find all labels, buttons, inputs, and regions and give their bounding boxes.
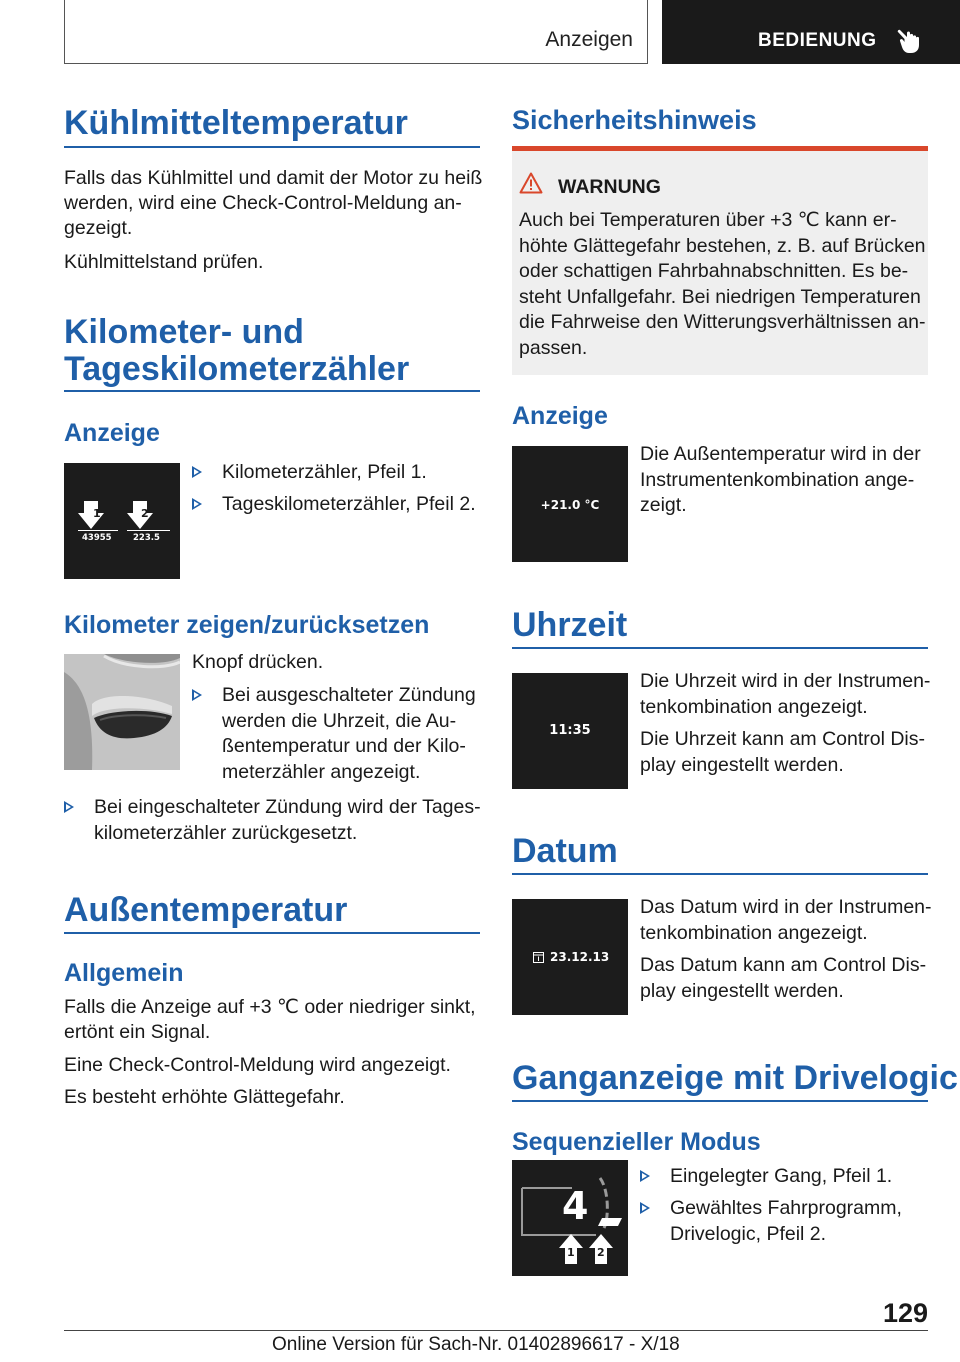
time-line1: Die Uhrzeit wird in der Instrumen- — [640, 670, 931, 692]
time-line3: Die Uhrzeit kann am Control Dis- — [640, 728, 926, 750]
date-line3: Das Datum kann am Control Dis- — [640, 954, 927, 976]
warning-line6: passen. — [519, 336, 588, 359]
warning-triangle-icon — [519, 172, 543, 194]
coolant-title: Kühlmitteltemperatur — [64, 104, 408, 142]
warning-line3: oder schattigen Fahrbahnabschnitten. Es be- — [519, 260, 909, 282]
odometer-arrows-icon — [78, 499, 170, 531]
warning-line4: steht Unfallgefahr. Bei niedrigen Temperaturen — [519, 285, 921, 308]
date-line2: tenkombination angezeigt. — [640, 921, 868, 944]
odometer-reset-heading: Kilometer zeigen/zurücksetzen — [64, 611, 430, 639]
safety-title: Sicherheitshinweis — [512, 105, 757, 135]
odometer-total-value: 43955 — [82, 533, 112, 543]
temp-display-line2: Instrumentenkombination ange- — [640, 468, 915, 491]
gear-arrow1-label: 1 — [567, 1246, 575, 1259]
date-rule — [512, 873, 928, 875]
odometer-trip-value: 223.5 — [133, 533, 160, 543]
header-section-tab — [64, 0, 648, 64]
warning-label: WARNUNG — [558, 176, 661, 198]
gear-number: 4 — [562, 1184, 589, 1228]
coolant-para-line2: werden, wird eine Check-Control-Meldung an- — [64, 192, 462, 214]
outside-para2: Eine Check-Control-Meldung wird angezeigt. — [64, 1054, 451, 1076]
pointing-hand-icon — [897, 26, 921, 54]
odometer-display-heading: Anzeige — [64, 419, 160, 447]
date-display-value: 23.12.13 — [550, 950, 610, 964]
footer-rule — [64, 1330, 928, 1331]
reset-button-photo — [64, 654, 180, 770]
time-display-image — [512, 673, 628, 789]
outside-temp-rule — [64, 932, 480, 934]
page-number: 129 — [882, 1298, 928, 1328]
bullet-triangle-icon — [640, 1202, 650, 1214]
time-line4: play eingestellt werden. — [640, 753, 844, 776]
temp-display-heading: Anzeige — [512, 402, 608, 430]
warning-line1: Auch bei Temperaturen über +3 ℃ kann er- — [519, 209, 897, 231]
odometer-title-line1: Kilometer- und — [64, 313, 304, 351]
gear-rule — [512, 1100, 928, 1102]
bullet-triangle-icon — [64, 801, 74, 813]
calendar-icon — [533, 951, 544, 963]
outside-general-heading: Allgemein — [64, 959, 184, 987]
time-line2: tenkombination angezeigt. — [640, 695, 868, 718]
bullet-triangle-icon — [192, 689, 202, 701]
warning-line2: höhte Glättegefahr bestehen, z. B. auf Brücken — [519, 234, 926, 257]
odometer-rule — [64, 390, 480, 392]
warning-line5: die Fahrweise den Witterungsverhältnissen an- — [519, 311, 926, 333]
header-section-label: Anzeigen — [545, 28, 633, 51]
bullet-triangle-icon — [640, 1170, 650, 1182]
odometer-title-line2: Tageskilometerzähler — [64, 350, 410, 388]
odometer-arrow2-label: 2 — [141, 507, 149, 520]
reset-press-text: Knopf drücken. — [192, 651, 324, 673]
date-line1: Das Datum wird in der Instrumen- — [640, 896, 932, 918]
header-chapter-label: BEDIENUNG — [758, 30, 877, 51]
coolant-para-line1: Falls das Kühlmittel und damit der Motor zu heiß — [64, 167, 483, 189]
odometer-arrow1-label: 1 — [93, 507, 101, 520]
reset-button-icon — [64, 654, 180, 770]
time-rule — [512, 647, 928, 649]
coolant-para-line3: gezeigt. — [64, 217, 133, 239]
coolant-rule — [64, 146, 480, 148]
temp-display-line1: Die Außentemperatur wird in der — [640, 443, 921, 465]
time-title: Uhrzeit — [512, 606, 628, 644]
outside-para1-line1: Falls die Anzeige auf +3 ℃ oder niedriger sinkt, — [64, 996, 476, 1018]
odometer-display-image — [64, 463, 180, 579]
bullet-triangle-icon — [192, 498, 202, 510]
temp-display-image — [512, 446, 628, 562]
outside-temp-title: Außentemperatur — [64, 891, 348, 929]
warning-box — [512, 146, 928, 375]
date-display-image — [512, 899, 628, 1015]
coolant-check-text: Kühlmittelstand prüfen. — [64, 251, 264, 273]
outside-para1-line2: ertönt ein Signal. — [64, 1021, 211, 1043]
bullet-triangle-icon — [192, 466, 202, 478]
date-line4: play eingestellt werden. — [640, 979, 844, 1002]
temp-display-line3: zeigt. — [640, 494, 687, 516]
time-display-value: 11:35 — [549, 723, 591, 738]
outside-para3: Es besteht erhöhte Glättegefahr. — [64, 1086, 345, 1108]
temp-display-value: +21.0 °C — [540, 498, 600, 512]
gear-title: Ganganzeige mit Drivelogic — [512, 1059, 958, 1097]
gear-arrow2-label: 2 — [597, 1246, 605, 1259]
gear-display-image — [512, 1160, 628, 1276]
date-title: Datum — [512, 832, 618, 870]
footer-online-version: Online Version für Sach-Nr. 01402896617 - X/18 — [272, 1334, 680, 1355]
gear-seq-heading: Sequenzieller Modus — [512, 1128, 761, 1156]
header-chapter-tab — [662, 0, 960, 64]
